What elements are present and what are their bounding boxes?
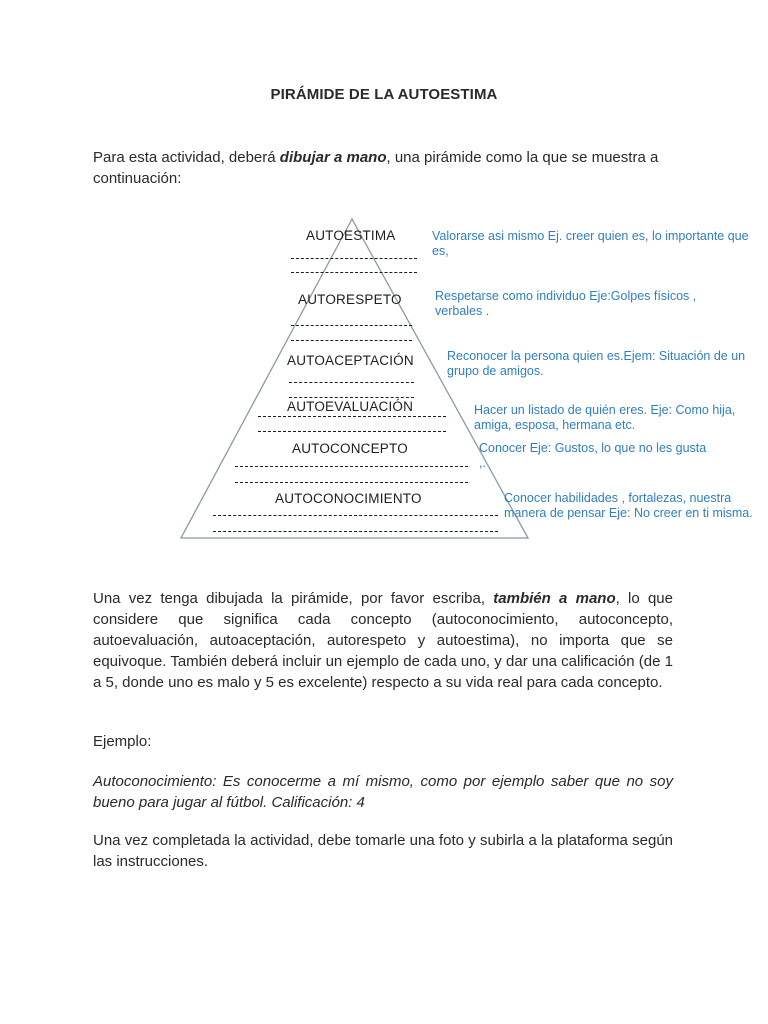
instructions-paragraph <box>93 588 673 693</box>
level-label-autoestima: AUTOESTIMA <box>306 228 396 243</box>
level-label-autorespeto: AUTORESPETO <box>298 292 402 307</box>
level-note-autoaceptacion: Reconocer la persona quien es.Ejem: Situación de un grupo de amigos. <box>447 349 746 378</box>
final-paragraph: Una vez completada la actividad, debe tomarle una foto y subirla a la plataforma según las instrucciones. <box>93 832 673 870</box>
instructions-emphasis: también a mano <box>493 590 616 607</box>
level-note-autoestima: Valorarse asi mismo Ej. creer quien es, lo importante que es, <box>432 229 749 258</box>
page-title: PIRÁMIDE DE LA AUTOESTIMA <box>270 86 498 103</box>
level-dash-line <box>289 382 414 383</box>
level-dash-line <box>291 258 417 259</box>
level-label-autoconcepto: AUTOCONCEPTO <box>292 441 408 456</box>
level-label-autoconocimiento: AUTOCONOCIMIENTO <box>275 491 422 506</box>
example-text: Autoconocimiento: Es conocerme a mí mismo, como por ejemplo saber que no soy bueno para jugar al fútbol. Calificación: 4 <box>93 773 673 811</box>
level-dash-line <box>291 340 412 341</box>
level-dash-line <box>235 466 468 467</box>
example-label: Ejemplo: <box>93 733 152 750</box>
level-dash-line <box>258 431 446 432</box>
instructions-text-after: , lo que considere que significa cada concepto (autoconocimiento, autoconcepto, autoevaluación, autoaceptación, autorespeto y autoestima), no importa que se equivoque. También deberá incluir un ejemplo de cada uno, y dar una calificación (de 1 a 5, donde uno es malo y 5 es excelente) respecto a su vida real para cada concepto. <box>93 590 673 691</box>
level-dash-line <box>291 272 417 273</box>
level-label-autoaceptacion: AUTOACEPTACIÓN <box>287 353 414 368</box>
level-dash-line <box>213 531 498 532</box>
level-note-autorespeto: Respetarse como individuo Eje:Golpes físicos , verbales . <box>435 289 697 318</box>
level-dash-line <box>289 397 414 398</box>
level-dash-line <box>235 482 468 483</box>
level-dash-line <box>213 515 498 516</box>
level-dash-line <box>258 416 446 417</box>
level-dash-line <box>291 325 412 326</box>
intro-text-after: , una pirámide como la que se muestra a continuación: <box>93 149 659 187</box>
intro-text-before: Para esta actividad, deberá <box>93 149 280 166</box>
level-note-autoconocimiento: Conocer habilidades , fortalezas, nuestra manera de pensar Eje: No creer en ti misma. <box>504 491 753 520</box>
level-note-autoconcepto: Conocer Eje: Gustos, lo que no les gusta ,. <box>479 441 707 470</box>
intro-emphasis: dibujar a mano <box>279 149 387 166</box>
instructions-text-before: Una vez tenga dibujada la pirámide, por favor escriba, <box>93 590 494 607</box>
level-note-autoevaluacion: Hacer un listado de quién eres. Eje: Como hija, amiga, esposa, hermana etc. <box>474 403 736 432</box>
level-label-autoevaluacion: AUTOEVALUACIÓN <box>287 399 414 414</box>
